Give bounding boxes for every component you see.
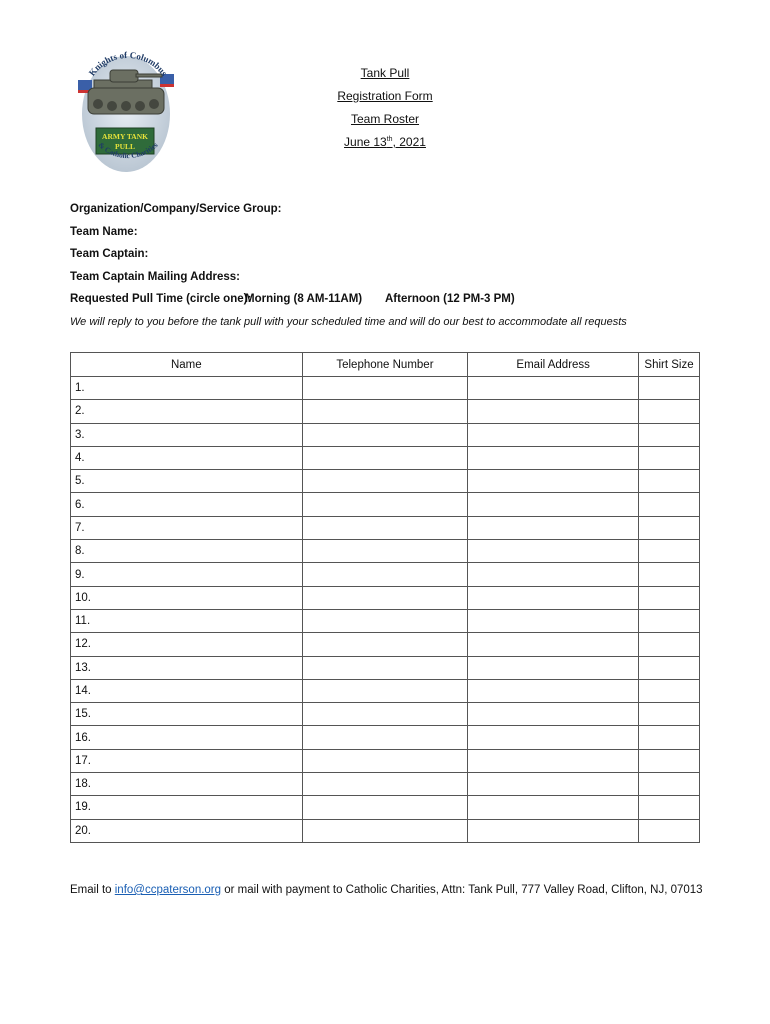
telephone-cell[interactable] [302, 446, 468, 469]
email-cell[interactable] [468, 493, 639, 516]
name-cell[interactable]: 10. [71, 586, 303, 609]
telephone-cell[interactable] [302, 423, 468, 446]
table-row [71, 540, 700, 563]
footer-suffix: or mail with payment to Catholic Charities, Attn: Tank Pull, 777 Valley Road, Clifton, NJ, 07013 [221, 884, 703, 896]
email-cell[interactable] [468, 679, 639, 702]
column-header-email: Email Address [468, 353, 639, 377]
table-row [71, 656, 700, 679]
telephone-cell[interactable] [302, 609, 468, 632]
footer-instructions [70, 884, 703, 896]
email-cell[interactable] [468, 703, 639, 726]
column-header-shirt-size: Shirt Size [639, 353, 700, 377]
email-cell[interactable] [468, 749, 639, 772]
email-cell[interactable] [468, 819, 639, 842]
name-cell[interactable]: 6. [71, 493, 303, 516]
email-cell[interactable] [468, 516, 639, 539]
name-cell[interactable]: 16. [71, 726, 303, 749]
email-cell[interactable] [468, 609, 639, 632]
telephone-cell[interactable] [302, 563, 468, 586]
telephone-cell[interactable] [302, 400, 468, 423]
email-link[interactable]: info@ccpaterson.org [114, 884, 222, 896]
name-cell[interactable]: 18. [71, 773, 303, 796]
logo-arc-bottom: & Catholic Charities [96, 140, 160, 161]
table-body [71, 377, 700, 843]
reply-note: We will reply to you before the tank pull with your scheduled time and will do our best to accommodate all requests [70, 315, 627, 328]
header-roster: Team Roster [350, 112, 420, 126]
table-header-row [71, 353, 700, 377]
shirt-size-cell[interactable] [639, 423, 700, 446]
email-cell[interactable] [468, 796, 639, 819]
telephone-cell[interactable] [302, 493, 468, 516]
shirt-size-cell[interactable] [639, 609, 700, 632]
email-cell[interactable] [468, 470, 639, 493]
telephone-cell[interactable] [302, 516, 468, 539]
telephone-cell[interactable] [302, 749, 468, 772]
header-date: June 13th, 2021 [344, 135, 426, 149]
name-cell[interactable]: 3. [71, 423, 303, 446]
name-cell[interactable]: 11. [71, 609, 303, 632]
table-row [71, 819, 700, 842]
name-cell[interactable]: 8. [71, 540, 303, 563]
organization-label: Organization/Company/Service Group: [70, 203, 282, 215]
table-row [71, 679, 700, 702]
shirt-size-cell[interactable] [639, 656, 700, 679]
shirt-size-cell[interactable] [639, 773, 700, 796]
shirt-size-cell[interactable] [639, 563, 700, 586]
logo-arc-top: Knights of Columbus [86, 49, 170, 78]
shirt-size-cell[interactable] [639, 819, 700, 842]
form-header [290, 62, 480, 154]
column-header-name: Name [71, 353, 303, 377]
email-cell[interactable] [468, 540, 639, 563]
shirt-size-cell[interactable] [639, 726, 700, 749]
shirt-size-cell[interactable] [639, 446, 700, 469]
telephone-cell[interactable] [302, 726, 468, 749]
shirt-size-cell[interactable] [639, 470, 700, 493]
name-cell[interactable]: 2. [71, 400, 303, 423]
team-roster-table [70, 352, 700, 843]
telephone-cell[interactable] [302, 796, 468, 819]
table-row [71, 609, 700, 632]
name-cell[interactable]: 4. [71, 446, 303, 469]
shirt-size-cell[interactable] [639, 400, 700, 423]
table-row [71, 446, 700, 469]
shirt-size-cell[interactable] [639, 586, 700, 609]
team-name-label: Team Name: [70, 225, 138, 238]
column-header-telephone: Telephone Number [302, 353, 468, 377]
name-cell[interactable]: 1. [71, 377, 303, 400]
shirt-size-cell[interactable] [639, 796, 700, 819]
name-cell[interactable]: 7. [71, 516, 303, 539]
telephone-cell[interactable] [302, 377, 468, 400]
telephone-cell[interactable] [302, 586, 468, 609]
telephone-cell[interactable] [302, 679, 468, 702]
name-cell[interactable]: 5. [71, 470, 303, 493]
shirt-size-cell[interactable] [639, 540, 700, 563]
telephone-cell[interactable] [302, 540, 468, 563]
registration-fields [70, 198, 710, 333]
telephone-cell[interactable] [302, 819, 468, 842]
name-cell[interactable]: 19. [71, 796, 303, 819]
name-cell[interactable]: 17. [71, 749, 303, 772]
name-cell[interactable]: 15. [71, 703, 303, 726]
pull-time-afternoon-option[interactable]: Afternoon (12 PM-3 PM) [385, 293, 515, 305]
table-row [71, 400, 700, 423]
logo-badge-line1: ARMY TANK [102, 132, 148, 141]
email-cell[interactable] [468, 377, 639, 400]
email-cell[interactable] [468, 656, 639, 679]
email-cell[interactable] [468, 586, 639, 609]
shirt-size-cell[interactable] [639, 377, 700, 400]
table-row [71, 726, 700, 749]
shirt-size-cell[interactable] [639, 679, 700, 702]
pull-time-label: Requested Pull Time (circle one): [70, 293, 252, 305]
table-row [71, 633, 700, 656]
telephone-cell[interactable] [302, 703, 468, 726]
shirt-size-cell[interactable] [639, 703, 700, 726]
email-cell[interactable] [468, 563, 639, 586]
email-cell[interactable] [468, 633, 639, 656]
table-row [71, 516, 700, 539]
shirt-size-cell[interactable] [639, 633, 700, 656]
telephone-cell[interactable] [302, 656, 468, 679]
shirt-size-cell[interactable] [639, 749, 700, 772]
table-row [71, 377, 700, 400]
name-cell[interactable]: 9. [71, 563, 303, 586]
table-row [71, 493, 700, 516]
email-cell[interactable] [468, 773, 639, 796]
shirt-size-cell[interactable] [639, 493, 700, 516]
email-cell[interactable] [468, 423, 639, 446]
name-cell[interactable]: 12. [71, 633, 303, 656]
mailing-address-label: Team Captain Mailing Address: [70, 270, 240, 283]
email-cell[interactable] [468, 446, 639, 469]
table-row [71, 423, 700, 446]
footer-prefix: Email to [70, 884, 115, 896]
table-row [71, 586, 700, 609]
telephone-cell[interactable] [302, 773, 468, 796]
table-row [71, 773, 700, 796]
table-row [71, 470, 700, 493]
telephone-cell[interactable] [302, 470, 468, 493]
name-cell[interactable]: 14. [71, 679, 303, 702]
logo [74, 36, 178, 186]
table-row [71, 796, 700, 819]
pull-time-morning-option[interactable]: Morning (8 AM-11AM) [245, 293, 363, 305]
team-captain-label: Team Captain: [70, 248, 149, 260]
pull-time-row [70, 288, 710, 311]
header-subtitle: Registration Form [337, 89, 433, 103]
name-cell[interactable]: 20. [71, 819, 303, 842]
name-cell[interactable]: 13. [71, 656, 303, 679]
shirt-size-cell[interactable] [639, 516, 700, 539]
table-row [71, 563, 700, 586]
table-row [71, 703, 700, 726]
telephone-cell[interactable] [302, 633, 468, 656]
header-title: Tank Pull [360, 66, 410, 80]
logo-badge-line2: PULL [114, 142, 136, 151]
email-cell[interactable] [468, 726, 639, 749]
email-cell[interactable] [468, 400, 639, 423]
table-row [71, 749, 700, 772]
